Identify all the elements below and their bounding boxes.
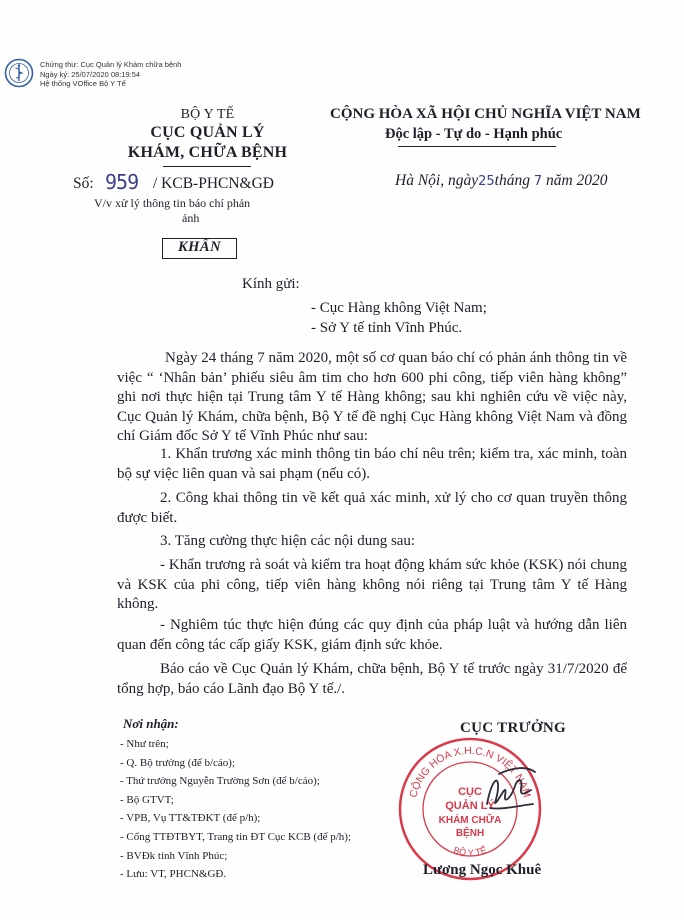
seal-center-line4: BỆNH xyxy=(455,828,485,839)
distribution-item: - BVĐk tỉnh Vĩnh Phúc; xyxy=(120,849,228,862)
signer-name: Lương Ngọc Khuê xyxy=(423,862,542,878)
distribution-item: - Bộ GTVT; xyxy=(120,793,174,806)
distribution-list xyxy=(120,735,351,884)
department-name-line1: CỤC QUẢN LÝ xyxy=(150,124,265,141)
distribution-item: - Lưu: VT, PHCN&GĐ. xyxy=(120,868,227,881)
date-month-label: tháng xyxy=(494,172,530,189)
ministry-name: BỘ Y TẾ xyxy=(180,107,235,122)
seal-center-line2: QUẢN LÝ xyxy=(445,800,495,812)
header-right-divider xyxy=(398,146,556,147)
body-item-2: 2. Công khai thông tin về kết quả xác minh, xử lý cho cơ quan truyền thông được biết. xyxy=(117,490,627,526)
recipient-1: - Cục Hàng không Việt Nam; xyxy=(311,300,487,316)
seal-center-line3: KHÁM CHỮA xyxy=(438,815,502,826)
body-item-3a: - Khẩn trương rà soát và kiểm tra hoạt động khám sức khỏe (KSK) nói chung và KSK của phi công, tiếp viên hàng không nói riêng tại Trung tâm Y tế Hàng không. xyxy=(117,557,627,612)
seal-center-line1: CỤC xyxy=(458,786,482,798)
signature-certificate: Chứng thư: Cục Quản lý Khám chữa bệnh xyxy=(40,60,182,69)
digital-signature-info xyxy=(40,60,181,89)
body-intro: Ngày 24 tháng 7 năm 2020, một số cơ quan báo chí có phản ánh thông tin về việc “ ‘Nhân bản’ phiếu siêu âm tim cho hơn 600 phi công, tiếp viên hàng không” ghi nơi thực hiện tại Trung tâm Y tế Hàng không; sau khi nghiên cứu về việc này, Cục Quản lý Khám, chữa bệnh, Bộ Y tế đề nghị Cục Hàng không Việt Nam và đồng chí Giám đốc Sở Y tế Vĩnh Phúc như sau: xyxy=(117,350,627,444)
ministry-emblem-icon xyxy=(4,58,34,88)
body-item-3b: - Nghiêm túc thực hiện đúng các quy định của pháp luật và hướng dẫn liên quan đến công tác cấp giấy KSK, giám định sức khỏe. xyxy=(117,617,627,653)
signature-date: Ngày ký: 25/07/2020 08:19:54 xyxy=(40,69,141,79)
distribution-title: Nơi nhận: xyxy=(123,716,179,731)
body-closing: Báo cáo về Cục Quản lý Khám, chữa bệnh, Bộ Y tế trước ngày 31/7/2020 để tổng hợp, báo cáo Lãnh đạo Bộ Y tế./. xyxy=(117,661,627,697)
body-item-1: 1. Khẩn trương xác minh thông tin báo chí nêu trên; kiểm tra, xác minh, toàn bộ sự việc liên quan và sai phạm (nếu có). xyxy=(117,446,627,482)
seal-bottom-text: BỘ Y TẾ xyxy=(452,844,488,858)
urgency-label: KHẨN xyxy=(177,239,222,255)
seal-ring-text: CỘNG HÒA X.H.C.N VIỆT NAM xyxy=(407,744,533,799)
recipient-2: - Sở Y tế tỉnh Vĩnh Phúc. xyxy=(311,320,463,336)
date-year: năm 2020 xyxy=(545,172,608,189)
document-number-handwritten: 959 xyxy=(105,170,139,194)
distribution-item: - Cổng TTĐTBYT, Trang tin ĐT Cục KCB (để p/h); xyxy=(120,830,351,843)
document-code: / KCB-PHCN&GĐ xyxy=(153,175,275,192)
distribution-item: - VPB, Vụ TT&TĐKT (để p/h); xyxy=(120,812,261,825)
department-name-line2: KHÁM, CHỮA BỆNH xyxy=(127,144,288,161)
distribution-item: - Như trên; xyxy=(120,738,169,750)
document-number-label: Số: xyxy=(73,175,94,192)
greeting: Kính gửi: xyxy=(242,276,300,292)
nation-title: CỘNG HÒA XÃ HỘI CHỦ NGHĨA VIỆT NAM xyxy=(330,106,641,122)
document-subject-line1: V/v xử lý thông tin báo chí phản xyxy=(94,196,251,210)
distribution-item: - Q. Bộ trưởng (để b/cáo); xyxy=(120,756,236,769)
national-motto: Độc lập - Tự do - Hạnh phúc xyxy=(385,126,563,142)
document-subject-line2: ánh xyxy=(182,211,200,225)
header-left-divider xyxy=(163,166,251,167)
date-day-handwritten: 25 xyxy=(478,174,495,189)
signer-title: CỤC TRƯỞNG xyxy=(460,720,566,736)
distribution-item: - Thứ trưởng Nguyễn Trường Sơn (để b/cáo); xyxy=(120,775,320,788)
date-month-handwritten: 7 xyxy=(533,174,543,189)
body-item-3: 3. Tăng cường thực hiện các nội dung sau: xyxy=(160,533,416,549)
date-prefix: Hà Nội, ngày xyxy=(395,172,479,189)
signature-system: Hệ thống VOffice Bộ Y Tế xyxy=(40,79,126,88)
place-and-date xyxy=(395,172,608,190)
